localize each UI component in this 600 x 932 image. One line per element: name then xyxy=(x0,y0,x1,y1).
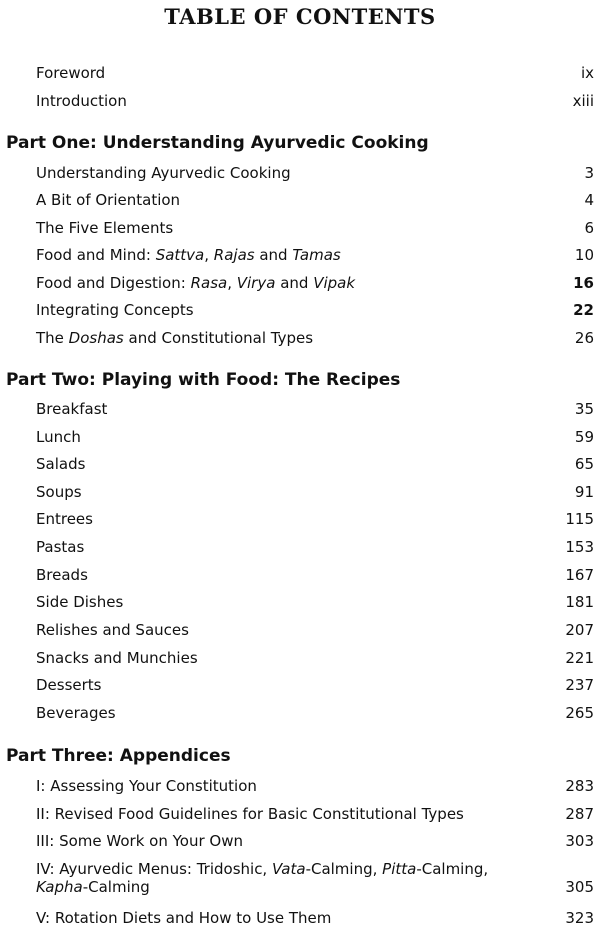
entry-page: 35 xyxy=(574,400,594,418)
toc-entry-foreword xyxy=(36,64,594,82)
toc-entry xyxy=(36,777,594,795)
entry-label: A Bit of Orientation xyxy=(36,191,181,209)
entry-page: 65 xyxy=(574,455,594,473)
toc-entry-introduction xyxy=(36,92,594,110)
entry-page: 287 xyxy=(565,805,594,823)
toc-entry xyxy=(36,860,594,896)
toc-entry xyxy=(36,274,594,292)
entry-label: The Five Elements xyxy=(36,219,174,237)
entry-label: Foreword xyxy=(36,64,106,82)
toc-entry xyxy=(36,593,594,611)
entry-page: 303 xyxy=(565,832,594,850)
toc-entry xyxy=(36,191,594,209)
toc-entry xyxy=(36,329,594,347)
entry-label: Relishes and Sauces xyxy=(36,621,189,639)
entry-page: 167 xyxy=(565,566,594,584)
entry-page: 237 xyxy=(565,676,594,694)
entry-page: 10 xyxy=(574,246,594,264)
entry-page: 4 xyxy=(584,191,594,209)
entry-label: Food and Digestion: Rasa, Virya and Vipak xyxy=(36,274,356,292)
entry-label: Breads xyxy=(36,566,88,584)
entry-label: Entrees xyxy=(36,510,93,528)
toc-entry xyxy=(36,246,594,264)
entry-page: 115 xyxy=(565,510,594,528)
entry-page: 6 xyxy=(584,219,594,237)
entry-label: Pastas xyxy=(36,538,85,556)
entry-page: 26 xyxy=(574,329,594,347)
toc-entry xyxy=(36,566,594,584)
entry-page: 22 xyxy=(573,301,594,319)
entry-page: 3 xyxy=(584,164,594,182)
entry-label: Breakfast xyxy=(36,400,108,418)
toc-entry xyxy=(36,676,594,694)
entry-label: II: Revised Food Guidelines for Basic Constitutional Types xyxy=(36,805,464,823)
entry-page: 283 xyxy=(565,777,594,795)
entry-label: Food and Mind: Sattva, Rajas and Tamas xyxy=(36,246,341,264)
toc-entry xyxy=(36,455,594,473)
page-title: TABLE OF CONTENTS xyxy=(164,4,436,29)
entry-label: Soups xyxy=(36,483,82,501)
toc-entry xyxy=(36,832,594,850)
toc-entry xyxy=(36,219,594,237)
entry-page: 265 xyxy=(565,704,594,722)
entry-label: Desserts xyxy=(36,676,102,694)
toc-entry xyxy=(36,483,594,501)
entry-label: Snacks and Munchies xyxy=(36,649,198,667)
entry-label: V: Rotation Diets and How to Use Them xyxy=(36,909,332,927)
toc-entry xyxy=(36,621,594,639)
entry-label: Side Dishes xyxy=(36,593,124,611)
toc-entry xyxy=(36,805,594,823)
entry-page: ix xyxy=(580,64,594,82)
toc-entry xyxy=(36,400,594,418)
part-one-heading: Part One: Understanding Ayurvedic Cooking xyxy=(6,133,429,153)
entry-label: I: Assessing Your Constitution xyxy=(36,777,257,795)
entry-label: III: Some Work on Your Own xyxy=(36,832,243,850)
entry-page: 91 xyxy=(574,483,594,501)
toc-entry xyxy=(36,428,594,446)
toc-entry xyxy=(36,909,594,927)
entry-page: 305 xyxy=(565,878,594,896)
entry-label: Introduction xyxy=(36,92,127,110)
toc-entry xyxy=(36,704,594,722)
entry-page: 181 xyxy=(565,593,594,611)
toc-entry xyxy=(36,510,594,528)
entry-page: 16 xyxy=(573,274,594,292)
entry-page: 59 xyxy=(574,428,594,446)
entry-label: Lunch xyxy=(36,428,81,446)
toc-entry xyxy=(36,649,594,667)
entry-label: IV: Ayurvedic Menus: Tridoshic, Vata-Calming, Pitta-Calming, Kapha-Calming xyxy=(36,860,489,896)
entry-page: 153 xyxy=(565,538,594,556)
toc-entry xyxy=(36,538,594,556)
entry-label: Salads xyxy=(36,455,86,473)
entry-page: 207 xyxy=(565,621,594,639)
entry-page: xiii xyxy=(572,92,594,110)
entry-page: 323 xyxy=(565,909,594,927)
entry-page: 221 xyxy=(565,649,594,667)
part-three-heading: Part Three: Appendices xyxy=(6,746,231,766)
toc-entry xyxy=(36,301,594,319)
toc-entry xyxy=(36,164,594,182)
entry-label: The Doshas and Constitutional Types xyxy=(36,329,314,347)
entry-label: Integrating Concepts xyxy=(36,301,194,319)
entry-label: Beverages xyxy=(36,704,116,722)
entry-label: Understanding Ayurvedic Cooking xyxy=(36,164,291,182)
part-two-heading: Part Two: Playing with Food: The Recipes xyxy=(6,370,401,390)
